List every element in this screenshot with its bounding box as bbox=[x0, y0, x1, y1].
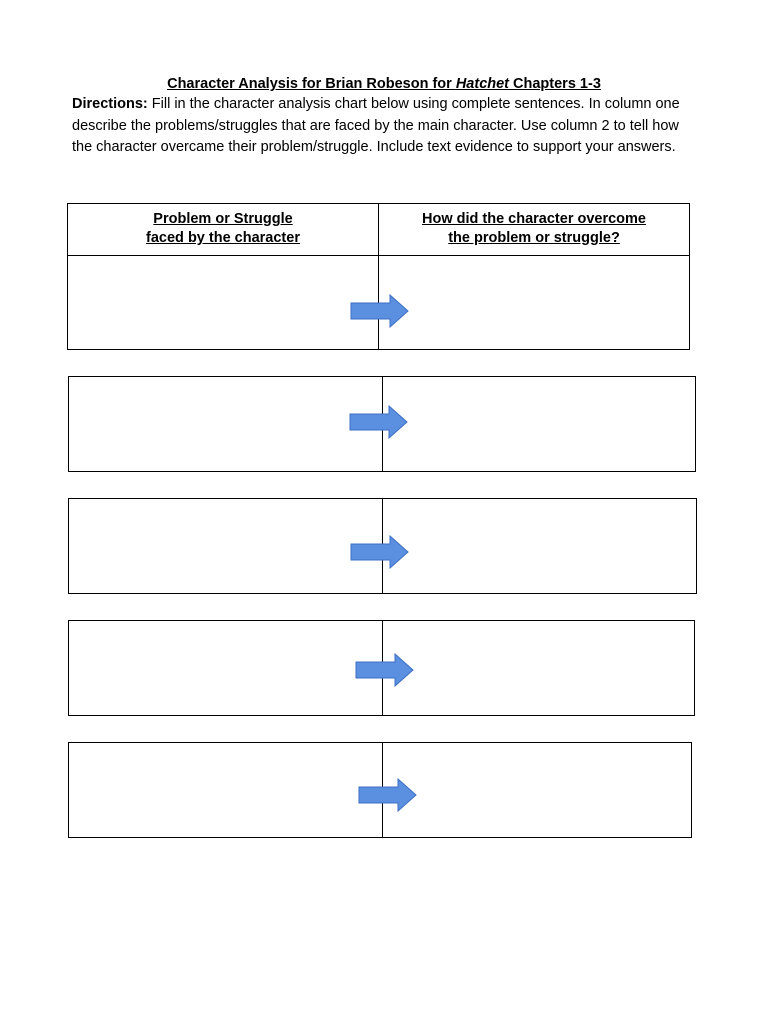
title-prefix: Character Analysis for Brian Robeson for bbox=[167, 76, 456, 92]
solution-cell-1[interactable] bbox=[379, 256, 689, 350]
column-header-overcome-line2: the problem or struggle? bbox=[448, 230, 620, 246]
column-header-overcome bbox=[379, 210, 689, 248]
column-header-problem-line2: faced by the character bbox=[146, 230, 300, 246]
title-book: Hatchet bbox=[455, 76, 510, 92]
solution-cell-2[interactable] bbox=[383, 377, 695, 471]
worksheet-title bbox=[0, 74, 768, 94]
solution-cell-3[interactable] bbox=[383, 499, 696, 593]
problem-cell-5[interactable] bbox=[69, 743, 382, 837]
right-arrow-icon bbox=[350, 535, 410, 569]
column-header-problem-line1: Problem or Struggle bbox=[153, 211, 293, 227]
right-arrow-icon bbox=[358, 778, 418, 812]
column-header-problem bbox=[68, 210, 378, 248]
right-arrow-icon bbox=[355, 653, 415, 687]
problem-cell-1[interactable] bbox=[68, 256, 378, 350]
solution-cell-5[interactable] bbox=[383, 743, 691, 837]
directions-text: Fill in the character analysis chart below using complete sentences. In column one describe the problems/struggles that are faced by the main character. Use column 2 to tell how the character overcame their problem/struggle. Include text evidence to support your answers. bbox=[72, 96, 680, 155]
problem-cell-2[interactable] bbox=[69, 377, 382, 471]
right-arrow-icon bbox=[350, 294, 410, 328]
problem-cell-3[interactable] bbox=[69, 499, 382, 593]
column-header-overcome-line1: How did the character overcome bbox=[421, 211, 646, 227]
right-arrow-icon bbox=[349, 405, 409, 439]
title-suffix: Chapters 1-3 bbox=[509, 76, 601, 92]
directions-label: Directions: bbox=[72, 96, 148, 112]
problem-cell-4[interactable] bbox=[69, 621, 382, 715]
solution-cell-4[interactable] bbox=[383, 621, 694, 715]
directions-paragraph bbox=[72, 94, 702, 159]
